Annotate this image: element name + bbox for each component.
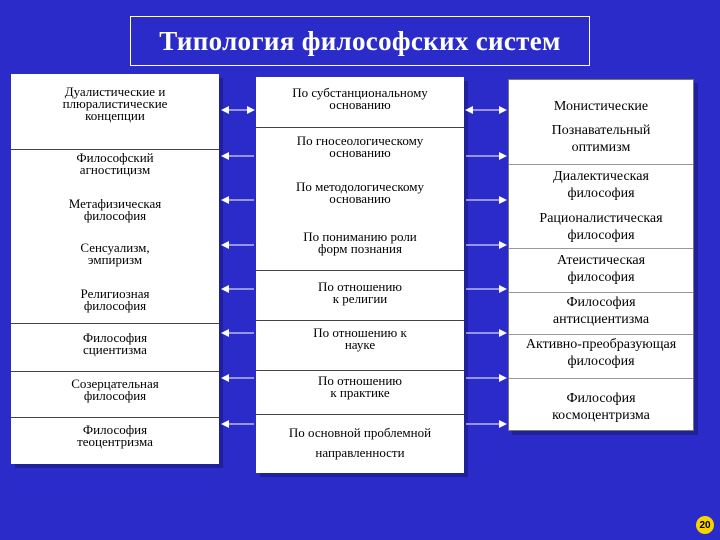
middle-item-4-line-1: По пониманию роли <box>303 229 417 244</box>
right-item-8-line-1: Философия <box>566 391 636 406</box>
right-item-6-line-1: Философия <box>566 295 636 310</box>
left-item-1-line-1: Дуалистические и <box>64 84 166 99</box>
middle-item-4-line-2: форм познания <box>318 241 402 256</box>
left-item-6-line-1: Философия <box>82 330 148 345</box>
right-item-7-line-2: философия <box>567 354 635 369</box>
right-item-5-line-1: Атеистическая <box>556 253 646 268</box>
right-item-2-line-2: оптимизм <box>571 140 631 155</box>
left-item-6-line-2: сциентизма <box>83 342 147 357</box>
middle-item-7-line-2: к практике <box>330 385 390 400</box>
middle-item-8-line-2: направленности <box>315 445 405 460</box>
page-number-badge: 20 <box>696 516 714 534</box>
middle-item-8-line-1: По основной проблемной <box>288 425 432 440</box>
middle-item-2-line-2: основанию <box>329 145 391 160</box>
middle-item-5-line-1: По отношению <box>317 279 402 294</box>
right-item-2-line-1: Познавательный <box>551 123 651 138</box>
middle-item-1-line-1: По субстанциональному <box>292 85 428 100</box>
middle-item-6-line-1: По отношению к <box>313 325 407 340</box>
left-item-7-line-1: Созерцательная <box>71 376 159 391</box>
right-item-3-line-2: философия <box>567 186 635 201</box>
right-item-4-line-1: Рационалистическая <box>539 211 663 226</box>
right-item-5-line-2: философия <box>567 270 635 285</box>
left-item-2-line-2: агностицизм <box>79 162 151 177</box>
right-item-3-line-1: Диалектическая <box>553 169 649 184</box>
left-item-5-line-1: Религиозная <box>80 286 150 301</box>
right-item-4-line-2: философия <box>567 228 635 243</box>
middle-item-3-line-1: По методологическому <box>295 179 425 194</box>
left-item-8-line-2: теоцентризма <box>77 434 153 449</box>
slide-title: Типология философских систем <box>159 25 561 56</box>
left-item-7-line-2: философия <box>83 388 147 403</box>
middle-item-6-line-2: науке <box>344 337 376 352</box>
middle-item-7-line-1: По отношению <box>317 373 402 388</box>
left-item-3-line-1: Метафизическая <box>68 196 162 211</box>
middle-item-1-line-2: основанию <box>329 97 391 112</box>
left-item-2-line-1: Философский <box>76 150 154 165</box>
middle-item-2-line-1: По гносеологическому <box>296 133 424 148</box>
right-item-7-line-1: Активно-преобразующая <box>525 337 677 352</box>
right-item-6-line-2: антисциентизма <box>552 312 650 327</box>
middle-item-3-line-2: основанию <box>329 191 391 206</box>
right-item-1-line-1: Монистические <box>553 99 649 114</box>
left-item-3-line-2: философия <box>83 208 147 223</box>
left-item-8-line-1: Философия <box>82 422 148 437</box>
left-item-1-line-2: плюралистические <box>62 96 168 111</box>
middle-item-5-line-2: к религии <box>332 291 388 306</box>
left-item-4-line-1: Сенсуализм, <box>80 240 150 255</box>
left-item-4-line-2: эмпиризм <box>87 252 143 267</box>
right-item-8-line-2: космоцентризма <box>552 408 650 423</box>
left-item-1-line-3: концепции <box>85 108 145 123</box>
left-item-5-line-2: философия <box>83 298 147 313</box>
